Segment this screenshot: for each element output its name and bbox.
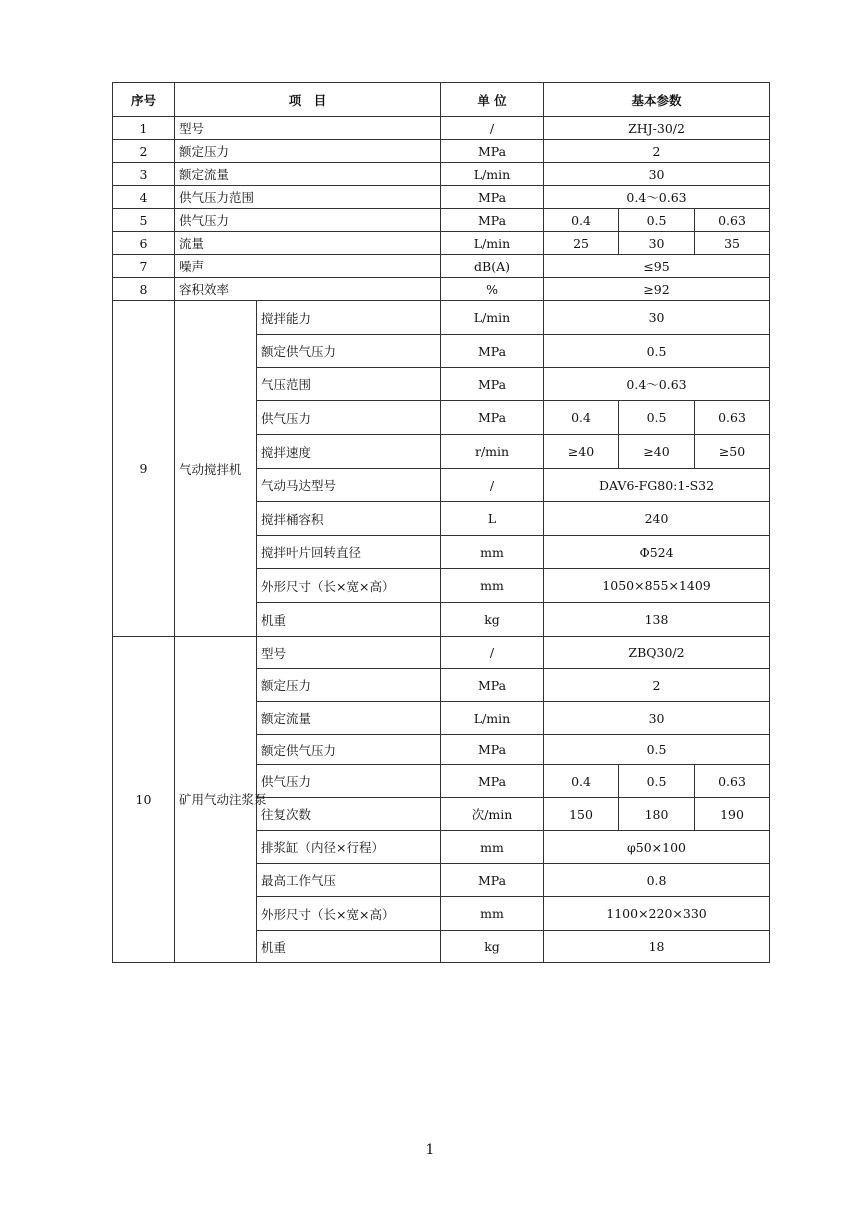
row-item: 型号 xyxy=(257,637,441,669)
mixer-seq: 9 xyxy=(113,301,175,637)
table-row xyxy=(113,163,770,186)
row-value: ≥92 xyxy=(544,278,770,301)
row-unit: kg xyxy=(441,603,544,637)
row-value: DAV6-FG80:1-S32 xyxy=(544,469,770,502)
row-unit: MPa xyxy=(441,335,544,368)
row-value-2: 180 xyxy=(619,798,695,831)
row-value: ≤95 xyxy=(544,255,770,278)
row-value-2: ≥40 xyxy=(619,435,695,469)
row-value: 30 xyxy=(544,301,770,335)
header-seq: 序号 xyxy=(113,83,175,117)
row-item: 额定供气压力 xyxy=(257,335,441,368)
row-value: 0.4～0.63 xyxy=(544,368,770,401)
row-seq: 4 xyxy=(113,186,175,209)
row-value: 18 xyxy=(544,931,770,963)
row-value: 240 xyxy=(544,502,770,536)
row-value: 0.4～0.63 xyxy=(544,186,770,209)
row-value: φ50×100 xyxy=(544,831,770,864)
row-value-2: 0.5 xyxy=(619,765,695,798)
row-seq: 3 xyxy=(113,163,175,186)
row-unit: L/min xyxy=(441,232,544,255)
table-row xyxy=(113,186,770,209)
row-item: 搅拌速度 xyxy=(257,435,441,469)
row-value: 138 xyxy=(544,603,770,637)
row-value: Φ524 xyxy=(544,536,770,569)
header-param: 基本参数 xyxy=(544,83,770,117)
row-unit: MPa xyxy=(441,209,544,232)
row-item: 供气压力 xyxy=(257,401,441,435)
row-unit: mm xyxy=(441,536,544,569)
row-unit: L/min xyxy=(441,301,544,335)
row-item: 供气压力 xyxy=(175,209,441,232)
row-unit: % xyxy=(441,278,544,301)
row-unit: L/min xyxy=(441,163,544,186)
row-item: 流量 xyxy=(175,232,441,255)
row-item: 机重 xyxy=(257,931,441,963)
header-item: 项 目 xyxy=(175,83,441,117)
row-unit: MPa xyxy=(441,401,544,435)
row-unit: dB(A) xyxy=(441,255,544,278)
table-row xyxy=(113,117,770,140)
row-value-3: 0.63 xyxy=(695,209,770,232)
row-item: 搅拌桶容积 xyxy=(257,502,441,536)
row-unit: r/min xyxy=(441,435,544,469)
pump-seq: 10 xyxy=(113,637,175,963)
row-value-3: 35 xyxy=(695,232,770,255)
row-item: 气压范围 xyxy=(257,368,441,401)
table-row xyxy=(113,255,770,278)
header-row xyxy=(113,83,770,117)
row-unit: 次/min xyxy=(441,798,544,831)
table-row xyxy=(113,301,770,335)
table-row xyxy=(113,278,770,301)
row-value: 2 xyxy=(544,669,770,702)
row-item: 供气压力 xyxy=(257,765,441,798)
row-value: 0.5 xyxy=(544,735,770,765)
row-unit: / xyxy=(441,637,544,669)
row-item: 外形尺寸（长×宽×高） xyxy=(257,897,441,931)
row-item: 搅拌能力 xyxy=(257,301,441,335)
row-seq: 2 xyxy=(113,140,175,163)
row-value: 30 xyxy=(544,163,770,186)
row-seq: 7 xyxy=(113,255,175,278)
row-unit: mm xyxy=(441,897,544,931)
row-item: 外形尺寸（长×宽×高） xyxy=(257,569,441,603)
row-item: 机重 xyxy=(257,603,441,637)
header-unit: 单 位 xyxy=(441,83,544,117)
table-row xyxy=(113,209,770,232)
row-value-1: 0.4 xyxy=(544,401,619,435)
row-unit: mm xyxy=(441,831,544,864)
row-seq: 1 xyxy=(113,117,175,140)
row-unit: MPa xyxy=(441,368,544,401)
row-value-1: 150 xyxy=(544,798,619,831)
row-unit: MPa xyxy=(441,864,544,897)
mixer-name: 气动搅拌机 xyxy=(175,301,257,637)
row-unit: L/min xyxy=(441,702,544,735)
row-value-3: ≥50 xyxy=(695,435,770,469)
row-unit: MPa xyxy=(441,735,544,765)
row-item: 型号 xyxy=(175,117,441,140)
row-unit: L xyxy=(441,502,544,536)
row-seq: 8 xyxy=(113,278,175,301)
row-value-2: 0.5 xyxy=(619,401,695,435)
row-item: 搅拌叶片回转直径 xyxy=(257,536,441,569)
row-value-1: 0.4 xyxy=(544,209,619,232)
row-value-3: 190 xyxy=(695,798,770,831)
row-item: 额定供气压力 xyxy=(257,735,441,765)
row-item: 往复次数 xyxy=(257,798,441,831)
row-unit: MPa xyxy=(441,140,544,163)
row-unit: kg xyxy=(441,931,544,963)
row-item: 噪声 xyxy=(175,255,441,278)
page-number: 1 xyxy=(425,1142,435,1158)
row-value: 0.5 xyxy=(544,335,770,368)
row-seq: 6 xyxy=(113,232,175,255)
row-item: 供气压力范围 xyxy=(175,186,441,209)
row-item: 额定流量 xyxy=(175,163,441,186)
table-row xyxy=(113,140,770,163)
row-unit: MPa xyxy=(441,765,544,798)
row-unit: mm xyxy=(441,569,544,603)
row-unit: / xyxy=(441,117,544,140)
spec-table xyxy=(112,82,770,963)
row-seq: 5 xyxy=(113,209,175,232)
row-value: 1050×855×1409 xyxy=(544,569,770,603)
row-value: 2 xyxy=(544,140,770,163)
row-value-3: 0.63 xyxy=(695,401,770,435)
row-item: 最高工作气压 xyxy=(257,864,441,897)
table-row xyxy=(113,637,770,669)
row-unit: MPa xyxy=(441,186,544,209)
row-value-1: 0.4 xyxy=(544,765,619,798)
row-item: 额定流量 xyxy=(257,702,441,735)
row-item: 额定压力 xyxy=(175,140,441,163)
table-row xyxy=(113,232,770,255)
row-value-2: 30 xyxy=(619,232,695,255)
row-value: ZHJ-30/2 xyxy=(544,117,770,140)
row-value: ZBQ30/2 xyxy=(544,637,770,669)
row-value-1: ≥40 xyxy=(544,435,619,469)
row-item: 容积效率 xyxy=(175,278,441,301)
row-unit: MPa xyxy=(441,669,544,702)
row-item: 气动马达型号 xyxy=(257,469,441,502)
row-value-1: 25 xyxy=(544,232,619,255)
row-item: 排浆缸（内径×行程） xyxy=(257,831,441,864)
row-item: 额定压力 xyxy=(257,669,441,702)
pump-name: 矿用气动注浆泵 xyxy=(175,637,257,963)
row-value: 0.8 xyxy=(544,864,770,897)
row-value-2: 0.5 xyxy=(619,209,695,232)
row-value: 1100×220×330 xyxy=(544,897,770,931)
row-unit: / xyxy=(441,469,544,502)
row-value-3: 0.63 xyxy=(695,765,770,798)
row-value: 30 xyxy=(544,702,770,735)
